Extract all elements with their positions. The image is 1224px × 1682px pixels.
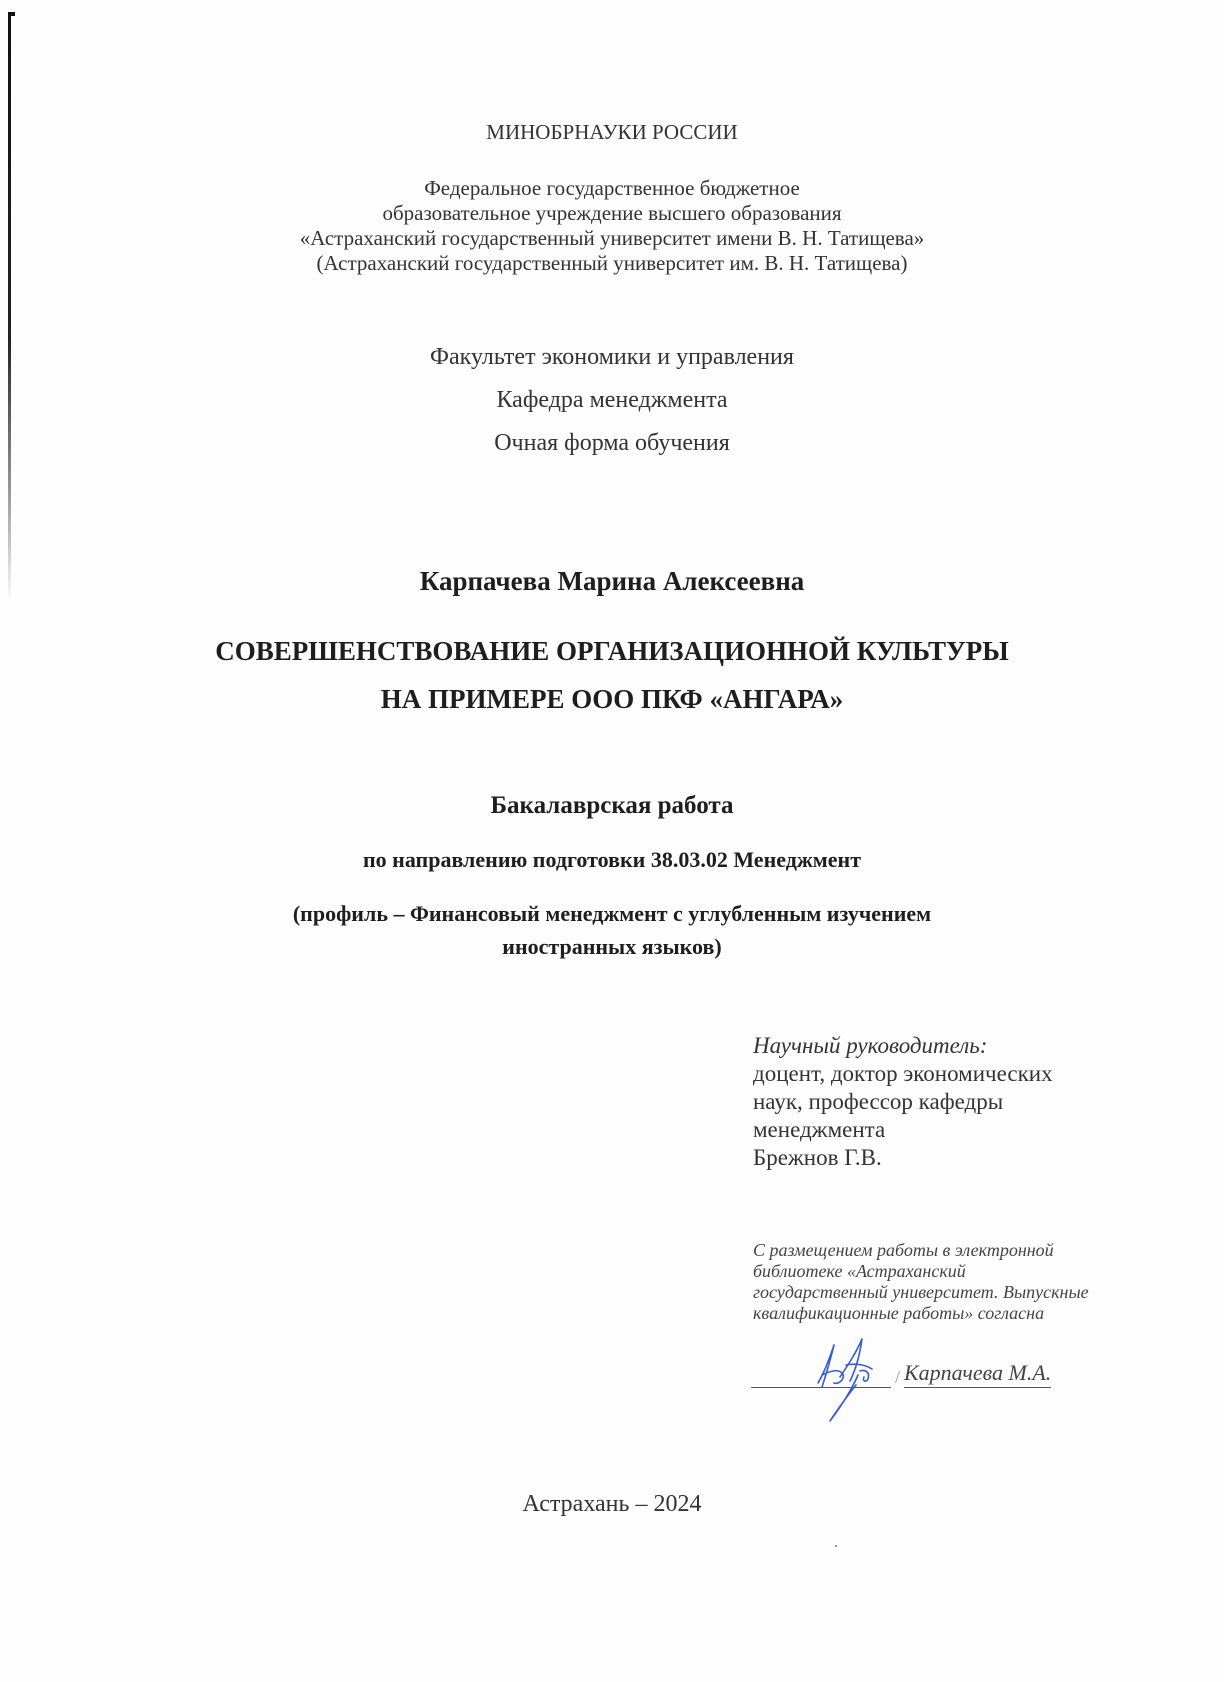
handwritten-signature-icon (800, 1335, 910, 1425)
organization-line: образовательное учреждение высшего образования (382, 201, 842, 225)
study-profile-line: (профиль – Финансовый менеджмент с углубленным изучением (292, 901, 932, 926)
study-form: Очная форма обучения (494, 430, 730, 456)
organization-line: «Астраханский государственный университет имени В. Н. Татищева» (299, 226, 925, 250)
study-profile (0, 897, 1224, 963)
scan-edge-line (8, 12, 11, 602)
organization-block (0, 176, 1224, 276)
study-profile-line: иностранных языков) (502, 934, 722, 959)
supervisor-line: менеджмента (753, 1117, 886, 1142)
consent-line: государственный университет. Выпускные (753, 1282, 1089, 1302)
consent-line: квалификационные работы» согласна (753, 1303, 1045, 1323)
scan-edge-corner (8, 12, 15, 16)
library-consent-block (753, 1240, 1173, 1324)
signature-stroke (818, 1345, 834, 1387)
work-title-line: СОВЕРШЕНСТВОВАНИЕ ОРГАНИЗАЦИОННОЙ КУЛЬТУРЫ (215, 636, 1009, 666)
scan-speck (835, 1545, 837, 1547)
study-direction: по направлению подготовки 38.03.02 Менеджмент (362, 847, 862, 872)
supervisor-block (753, 1032, 1053, 1172)
consent-line: библиотеке «Астраханский (753, 1261, 966, 1281)
work-title-line: НА ПРИМЕРЕ ООО ПКФ «АНГАРА» (380, 684, 844, 714)
signer-name: Карпачева М.А. (904, 1360, 1051, 1388)
signature-separator: / (895, 1367, 901, 1387)
supervisor-line: наук, профессор кафедры (753, 1089, 1004, 1114)
signature-stroke (846, 1364, 872, 1369)
supervisor-line: доцент, доктор экономических (753, 1061, 1053, 1086)
supervisor-label: Научный руководитель: (753, 1033, 988, 1058)
ministry-heading: МИНОБРНАУКИ РОССИИ (486, 120, 738, 144)
supervisor-name: Брежнов Г.В. (753, 1145, 882, 1170)
department-name: Кафедра менеджмента (496, 387, 728, 413)
signature-stroke (860, 1370, 869, 1381)
organization-line: (Астраханский государственный университет им. В. Н. Татищева) (316, 251, 908, 275)
work-type: Бакалаврская работа (490, 792, 734, 819)
faculty-block (0, 336, 1224, 465)
signature-stroke (830, 1375, 858, 1421)
faculty-name: Факультет экономики и управления (430, 344, 794, 370)
city-year: Астрахань – 2024 (522, 1491, 702, 1517)
author-name: Карпачева Марина Алексеевна (419, 566, 805, 596)
consent-line: С размещением работы в электронной (753, 1240, 1054, 1260)
work-title (0, 627, 1224, 723)
organization-line: Федеральное государственное бюджетное (424, 176, 800, 200)
